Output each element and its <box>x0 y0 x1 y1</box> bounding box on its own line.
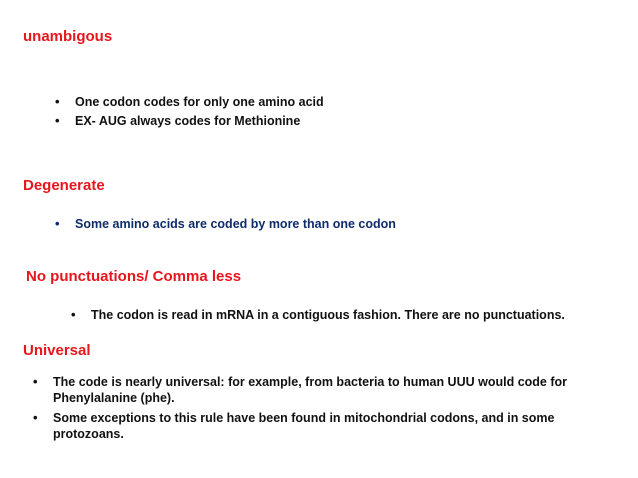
bullet-text: The codon is read in mRNA in a contiguous fashion. There are no punctuations. <box>91 308 565 322</box>
bullet-dot-icon: • <box>55 216 60 231</box>
heading-universal: Universal <box>23 342 91 359</box>
bullet-dot-icon: • <box>55 94 60 109</box>
bullet-item <box>33 410 623 442</box>
bullet-text: Some exceptions to this rule have been found in mitochondrial codons, and in some protozoans. <box>53 411 555 441</box>
heading-degenerate: Degenerate <box>23 177 105 194</box>
bullet-text: Some amino acids are coded by more than one codon <box>75 217 396 231</box>
bullet-item <box>71 307 631 323</box>
bullet-item <box>55 113 615 129</box>
bullet-dot-icon: • <box>33 410 38 425</box>
bullet-list-degenerate <box>55 216 615 232</box>
bullet-item <box>33 374 623 406</box>
bullet-text: One codon codes for only one amino acid <box>75 95 324 109</box>
bullet-text: The code is nearly universal: for example, from bacteria to human UUU would code for Phenylalanine (phe). <box>53 375 568 405</box>
heading-unambigous: unambigous <box>23 28 113 45</box>
heading-no-punctuations: No punctuations/ Comma less <box>26 268 242 285</box>
bullet-item <box>55 94 615 110</box>
bullet-text: EX- AUG always codes for Methionine <box>75 114 301 128</box>
bullet-dot-icon: • <box>33 374 38 389</box>
bullet-list-unambigous <box>55 94 615 132</box>
bullet-list-universal <box>33 374 623 446</box>
bullet-dot-icon: • <box>55 113 60 128</box>
bullet-dot-icon: • <box>71 307 76 322</box>
bullet-item <box>55 216 615 232</box>
bullet-list-no-punctuations <box>71 307 631 323</box>
